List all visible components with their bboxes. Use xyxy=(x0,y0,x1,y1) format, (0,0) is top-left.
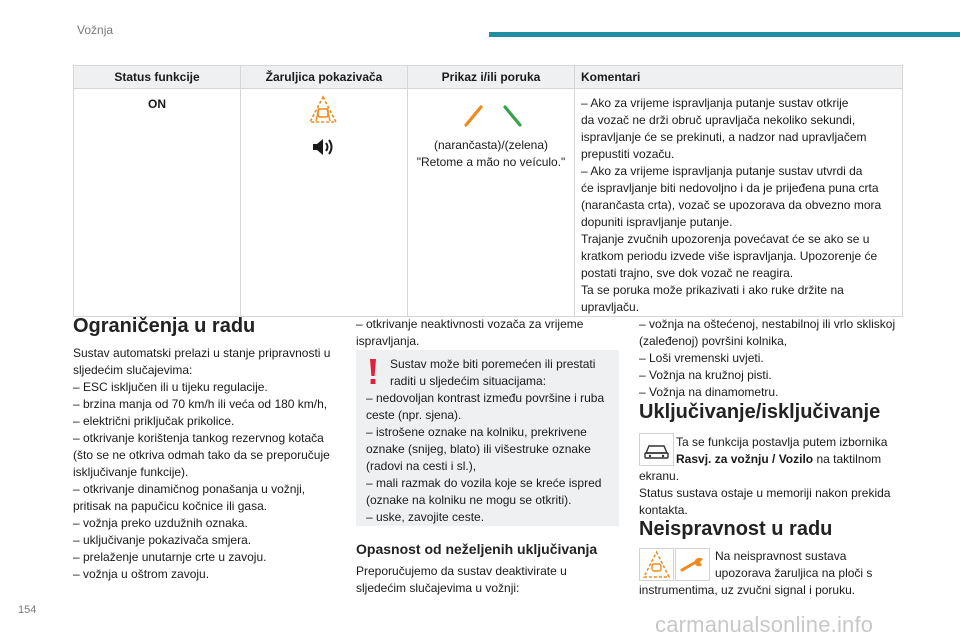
page-number: 154 xyxy=(18,604,37,616)
malfunction-heading: Neispravnost u radu xyxy=(639,518,833,540)
limitation-line: – otkrivanje dinamičnog ponašanja u vožnji, xyxy=(73,482,306,496)
text-line: – otkrivanje neaktivnosti vozača za vrijeme xyxy=(356,317,584,331)
warning-box xyxy=(356,350,619,526)
limitation-line: – brzina manja od 70 km/h ili veća od 180 km/h, xyxy=(73,397,328,411)
limitation-line: – vožnja u oštrom zavoju. xyxy=(73,567,210,581)
text-line: – Vožnja na dinamometru. xyxy=(639,385,779,399)
warning-line: (oznake na kolniku ne mogu se otkriti). xyxy=(366,493,572,507)
inactivity-text xyxy=(356,316,621,350)
text-line: sljedećim slučajevima u vožnji: xyxy=(356,581,520,595)
display-color-caption: (narančasta)/(zelena) xyxy=(433,138,549,152)
comments-cell xyxy=(575,89,903,317)
text-line: – vožnja na oštećenoj, nestabilnoj ili vrlo skliskoj xyxy=(639,317,896,331)
text-line: – Vožnja na kružnoj pisti. xyxy=(639,368,772,382)
col-header-display: Prikaz i/ili poruka xyxy=(408,66,575,89)
limitation-line: – električni priključak prikolice. xyxy=(73,414,235,428)
text-line: ispravljanja. xyxy=(356,334,420,348)
warning-line: – mali razmak do vozila koje se kreće ispred xyxy=(366,476,602,490)
col-header-status: Status funkcije xyxy=(74,66,241,89)
warning-intro-2: raditi u sljedećim situacijama: xyxy=(390,374,547,388)
on-off-line-3: ekranu. xyxy=(639,469,680,483)
text-line: Preporučujemo da sustav deaktivirate u xyxy=(356,564,567,578)
limitation-line: sljedećim slučajevima: xyxy=(73,363,193,377)
display-message: "Retome a mão no veículo." xyxy=(416,155,566,169)
text-line: – Loši vremenski uvjeti. xyxy=(639,351,764,365)
limitation-line: Sustav automatski prelazi u stanje pripravnosti u xyxy=(73,346,331,360)
fault-line-3: instrumentima, uz zvučni signal i poruku. xyxy=(639,583,856,597)
comment-line: upravljaču. xyxy=(581,300,640,314)
limitation-line: – otkrivanje korištenja tankog rezervnog kotača xyxy=(73,431,324,445)
on-off-line-4: Status sustava ostaje u memoriji nakon prekida xyxy=(639,486,891,500)
fault-line-1: Na neispravnost sustava xyxy=(715,549,847,563)
warning-line: ceste (npr. sjena). xyxy=(366,408,462,422)
section-header: Vožnja xyxy=(77,23,114,37)
on-off-line-1: Ta se funkcija postavlja putem izbornika xyxy=(676,435,888,449)
limitation-line: pritisak na papučicu kočnice ili gasa. xyxy=(73,499,268,513)
watermark: carmanualsonline.info xyxy=(655,612,874,637)
warning-line: (radovi na cesti i sl.), xyxy=(366,459,477,473)
function-status-table xyxy=(73,65,903,317)
lane-lines-icon xyxy=(463,103,523,127)
lane-keep-warning-icon xyxy=(308,95,338,125)
comment-line: Ta se poruka može prikazivati i ako ruke držite na xyxy=(581,283,844,297)
table-header-row xyxy=(74,66,903,89)
col-header-indicator: Žaruljica pokazivača xyxy=(241,66,408,89)
comment-line: postati trajno, sve dok vozač ne reagira. xyxy=(581,266,794,280)
limitation-line: (što se ne otkriva odmah tako da se preporučuje xyxy=(73,448,330,462)
comment-line: prepustiti vozaču. xyxy=(581,147,675,161)
limitation-line: – uključivanje pokazivača smjera. xyxy=(73,533,252,547)
warning-list xyxy=(366,390,616,526)
comment-line: da vozač ne drži obruč upravljača nekoliko sekundi, xyxy=(581,113,856,127)
status-cell: ON xyxy=(74,89,241,317)
comment-line: (narančasta crta), vozač se upozorava da obvezno mora xyxy=(581,198,882,212)
warning-line: – istrošene oznake na kolniku, prekrivene xyxy=(366,425,587,439)
indicator-cell xyxy=(241,89,408,317)
comment-line: kratkom periodu izvede više ispravljanja. Upozorenje će xyxy=(581,249,878,263)
fault-line-2: upozorava žaruljica na ploči s xyxy=(715,566,873,580)
limitation-line: – vožnja preko uzdužnih oznaka. xyxy=(73,516,248,530)
exclamation-icon xyxy=(367,358,379,386)
limitations-heading: Ograničenja u radu xyxy=(73,315,256,337)
on-off-text xyxy=(639,434,904,519)
text-line: (zaleđenoj) površini kolnika, xyxy=(639,334,788,348)
header-accent-bar xyxy=(489,32,960,37)
comment-line: – Ako za vrijeme ispravljanja putanje sustav otkrije xyxy=(581,96,849,110)
limitation-line: – prelaženje unutarnje crte u zavoju. xyxy=(73,550,267,564)
warning-line: – uske, zavojite ceste. xyxy=(366,510,485,524)
on-off-line-2-rest: na taktilnom xyxy=(813,452,882,466)
on-off-line-5: kontakta. xyxy=(639,503,688,517)
menu-path: Rasvj. za vožnju / Vozilo xyxy=(676,452,814,466)
malfunction-text xyxy=(639,548,909,599)
display-cell xyxy=(408,89,575,317)
comment-line: Trajanje zvučnih upozorenja povećavat će se ako se u xyxy=(581,232,870,246)
deactivation-cases-text xyxy=(639,316,904,401)
on-off-heading: Uključivanje/isključivanje xyxy=(639,401,881,423)
comment-line: ispravljanje će se prekinuti, a nadzor nad upravljačem xyxy=(581,130,867,144)
limitations-text xyxy=(73,345,343,583)
comment-line: će ispravljanje biti nedovoljno i da je prijeđena puna crta xyxy=(581,181,879,195)
limitation-line: isključivanje funkcije). xyxy=(73,465,189,479)
warning-intro: Sustav može biti poremećen ili prestati xyxy=(390,357,596,371)
warning-line: oznake (snijeg, blato) ili višestruke oznake xyxy=(366,442,591,456)
table-row xyxy=(74,89,903,317)
comment-line: – Ako za vrijeme ispravljanja putanje sustav utvrdi da xyxy=(581,164,863,178)
unwanted-activation-heading: Opasnost od neželjenih uključivanja xyxy=(356,541,598,557)
unwanted-activation-text xyxy=(356,563,621,597)
comment-line: dopuniti ispravljanje putanje. xyxy=(581,215,733,229)
speaker-icon xyxy=(311,137,335,157)
warning-line: – nedovoljan kontrast između površine i ruba xyxy=(366,391,605,405)
col-header-comments: Komentari xyxy=(575,66,903,89)
limitation-line: – ESC isključen ili u tijeku regulacije. xyxy=(73,380,268,394)
